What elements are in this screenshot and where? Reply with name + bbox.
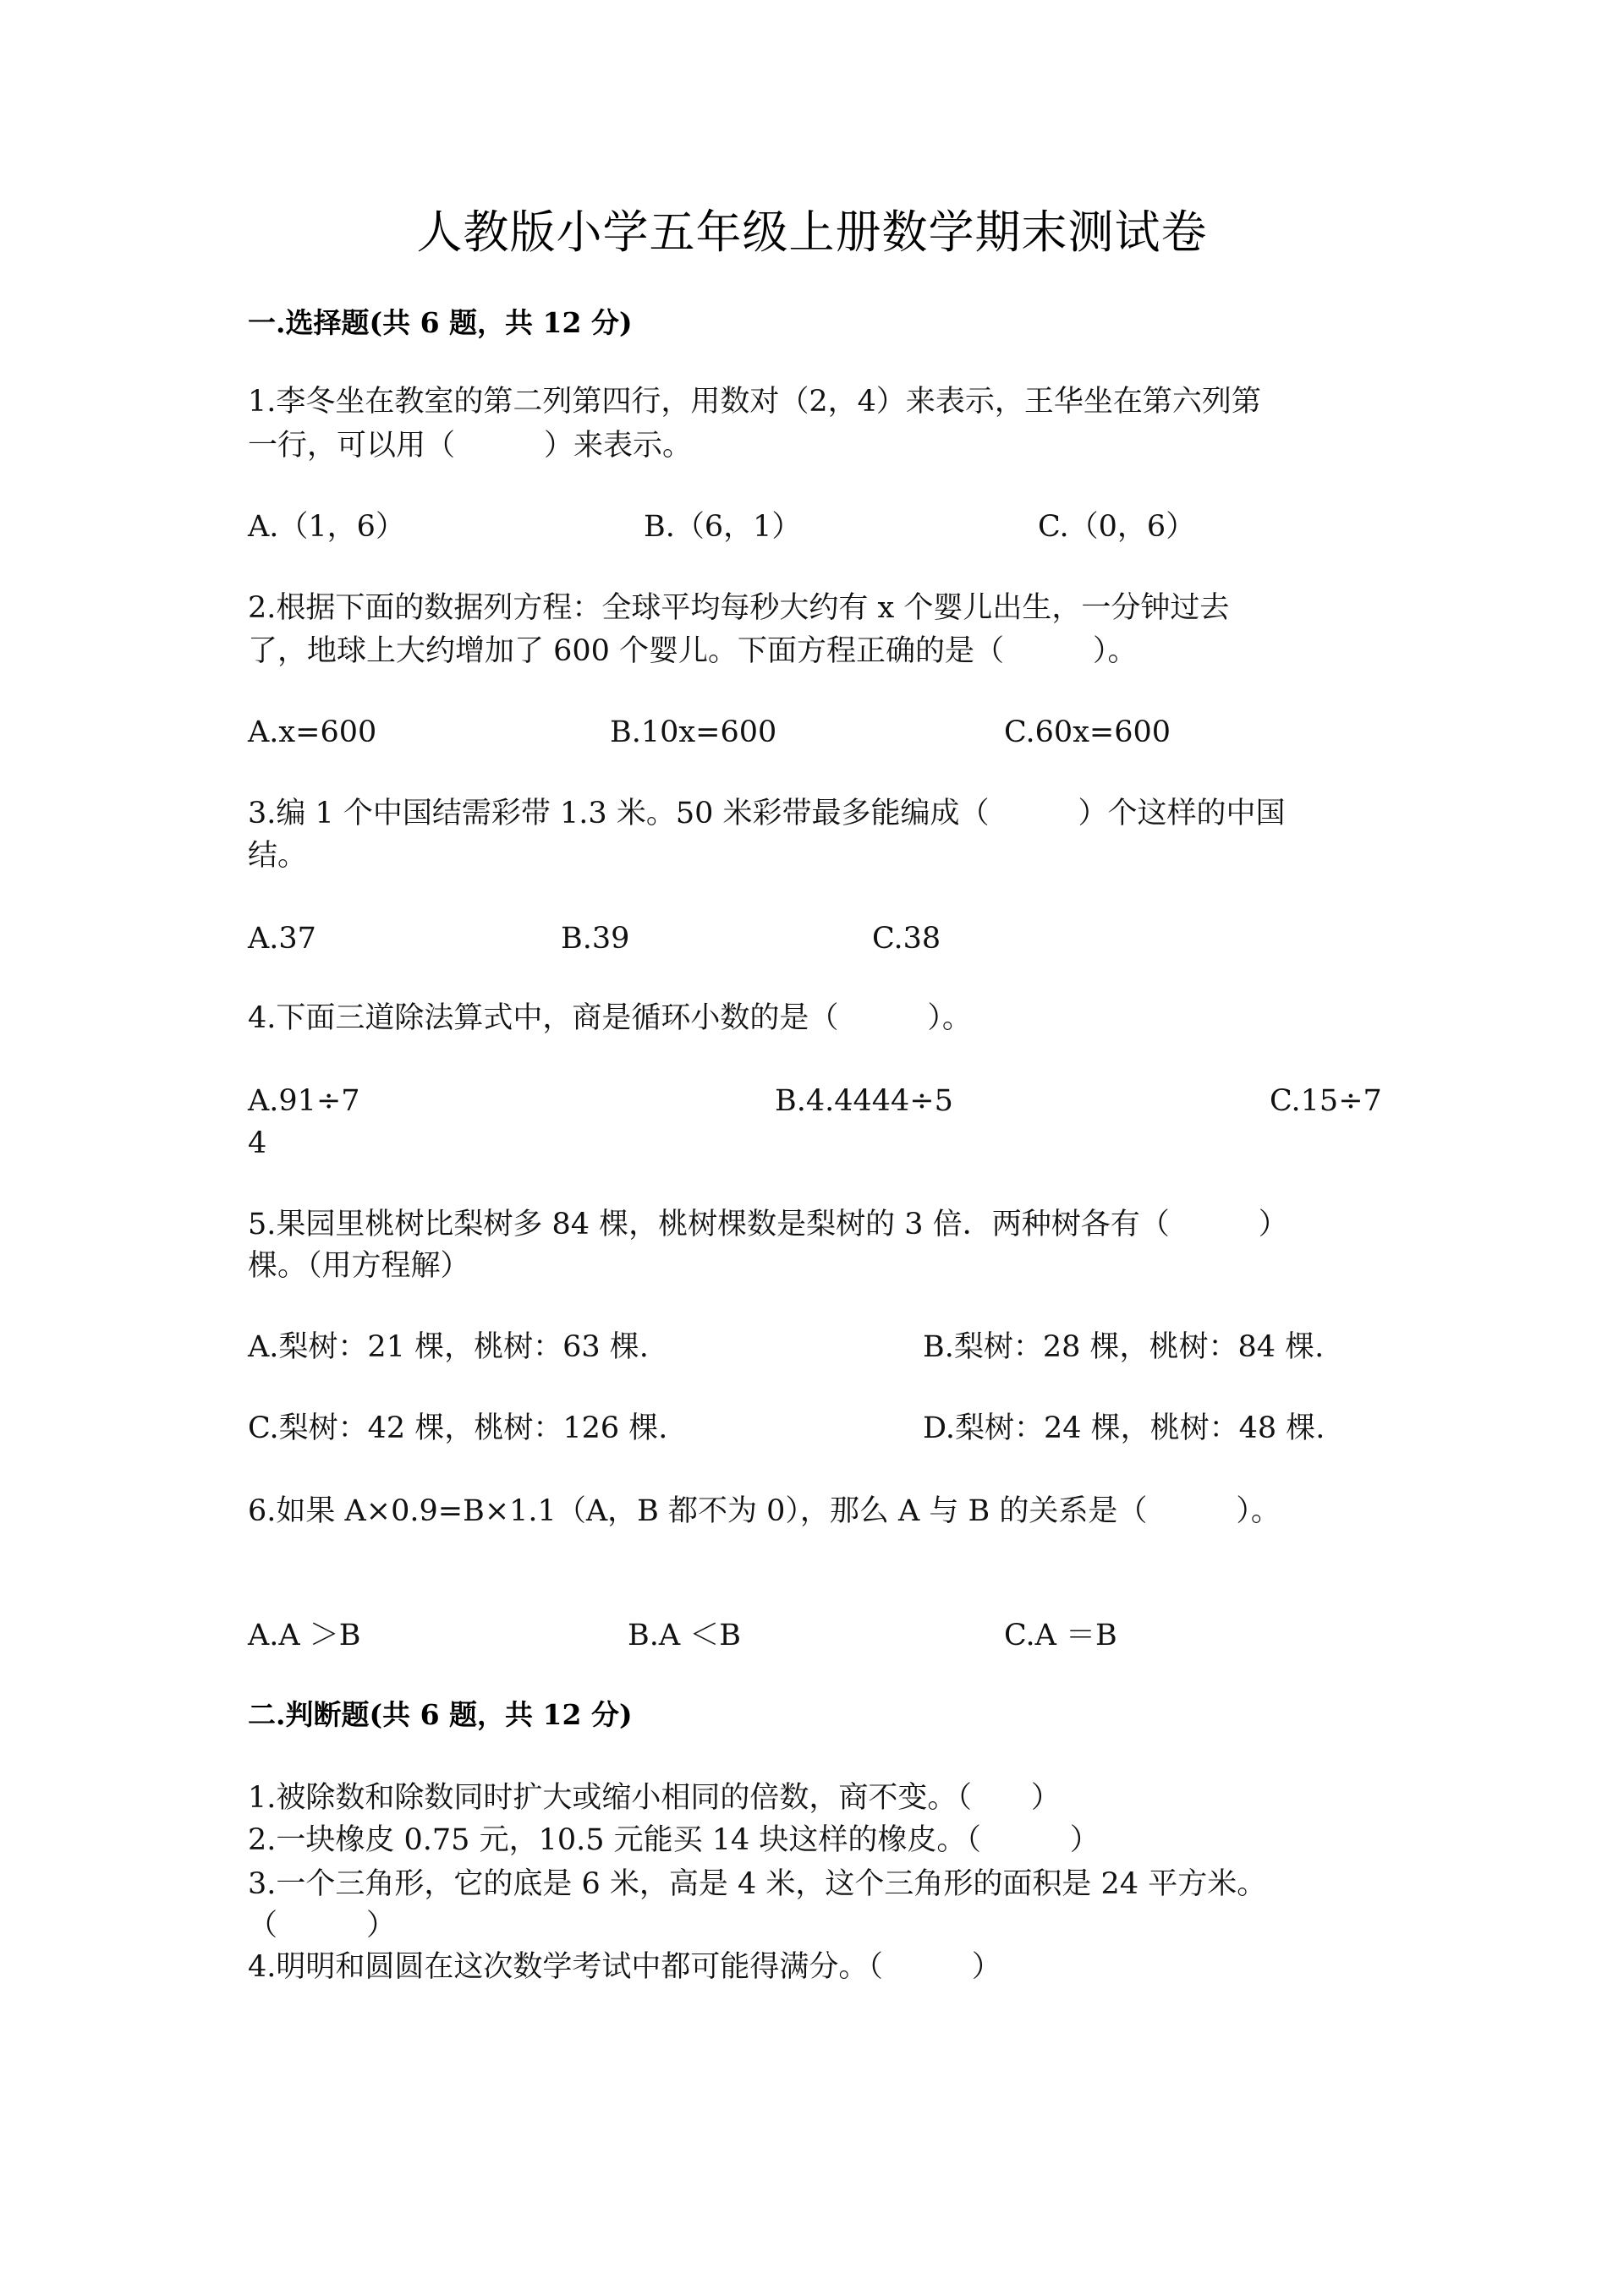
question-6-line-1: 6.如果 A×0.9=B×1.1（A，B 都不为 0），那么 A 与 B 的关系是（ ）。 — [248, 1494, 1281, 1528]
question-5-option-a: A.梨树：21 棵，桃树：63 棵. — [248, 1330, 649, 1364]
question-3-option-c: C.38 — [872, 922, 941, 956]
question-3-option-b: B.39 — [561, 922, 630, 956]
judgment-item-2: 2.一块橡皮 0.75 元，10.5 元能买 14 块这样的橡皮。（ ） — [248, 1823, 1100, 1857]
question-4-option-b: B.4.4444÷5 — [775, 1084, 953, 1118]
question-6-option-c: C.A ＝B — [1004, 1619, 1117, 1652]
judgment-item-1: 1.被除数和除数同时扩大或缩小相同的倍数，商不变。（ ） — [248, 1781, 1061, 1815]
question-6-option-a: A.A ＞B — [248, 1619, 361, 1652]
question-6-option-b: B.A ＜B — [628, 1619, 741, 1652]
question-5-option-d: D.梨树：24 棵，桃树：48 棵. — [923, 1411, 1325, 1445]
judgment-item-4: 4.明明和圆圆在这次数学考试中都可能得满分。（ ） — [248, 1950, 1001, 1984]
question-1-option-a: A.（1，6） — [248, 510, 405, 544]
section-heading-true-false: 二.判断题(共 6 题，共 12 分) — [248, 1698, 633, 1731]
question-2-option-c: C.60x=600 — [1004, 715, 1171, 749]
question-4-option-c: C.15÷7 — [1270, 1084, 1382, 1118]
question-2-line-2: 了，地球上大约增加了 600 个婴儿。下面方程正确的是（ ）。 — [248, 634, 1138, 668]
question-5-option-b: B.梨树：28 棵，桃树：84 棵. — [923, 1330, 1325, 1364]
question-5-option-c: C.梨树：42 棵，桃树：126 棵. — [248, 1411, 668, 1445]
question-3-line-1: 3.编 1 个中国结需彩带 1.3 米。50 米彩带最多能编成（ ）个这样的中国 — [248, 797, 1286, 830]
question-2-option-b: B.10x=600 — [610, 715, 777, 749]
question-1-line-1: 1.李冬坐在教室的第二列第四行，用数对（2，4）来表示，王华坐在第六列第 — [248, 385, 1261, 419]
question-1-option-b: B.（6，1） — [644, 510, 802, 544]
judgment-item-3: 3.一个三角形，它的底是 6 米，高是 4 米，这个三角形的面积是 24 平方米。 — [248, 1867, 1267, 1901]
question-2-option-a: A.x=600 — [248, 715, 377, 749]
question-4-line-1: 4.下面三道除法算式中，商是循环小数的是（ ）。 — [248, 1001, 972, 1035]
question-3-line-2: 结。 — [248, 839, 308, 873]
question-2-line-1: 2.根据下面的数据列方程：全球平均每秒大约有 x 个婴儿出生，一分钟过去 — [248, 591, 1230, 625]
question-4-option-a: A.91÷7 — [248, 1084, 360, 1118]
question-4-option-wrap: 4 — [248, 1126, 267, 1160]
judgment-item-3-blank: （ ） — [248, 1909, 397, 1943]
question-1-line-2: 一行，可以用（ ）来表示。 — [248, 429, 693, 463]
question-1-option-c: C.（0，6） — [1038, 510, 1196, 544]
question-5-line-1: 5.果园里桃树比梨树多 84 棵，桃树棵数是梨树的 3 倍．两种树各有（ ） — [248, 1208, 1288, 1241]
question-3-option-a: A.37 — [248, 922, 316, 956]
page-title: 人教版小学五年级上册数学期末测试卷 — [416, 205, 1208, 259]
question-5-line-2: 棵。（用方程解） — [248, 1249, 470, 1283]
section-heading-multiple-choice: 一.选择题(共 6 题，共 12 分) — [248, 306, 633, 339]
